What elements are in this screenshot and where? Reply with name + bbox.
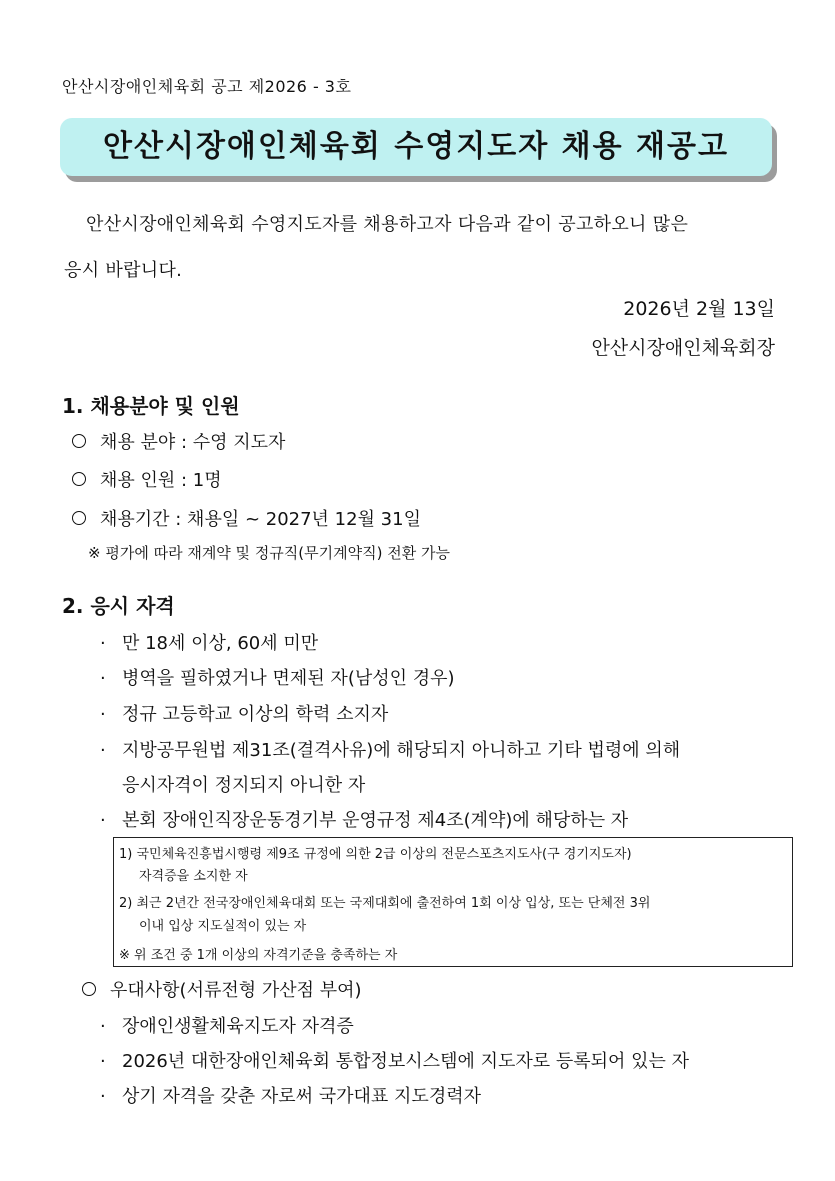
list-item: · 지방공무원법 제31조(결격사유)에 해당되지 아니하고 기타 법령에 의해: [100, 740, 681, 761]
list-item-continuation: 응시자격이 정지되지 아니한 자: [122, 775, 366, 796]
box-line: 이내 입상 지도실적이 있는 자: [139, 919, 307, 934]
box-line: 자격증을 소지한 자: [139, 869, 248, 884]
notice-number: 안산시장애인체육회 공고 제2026 - 3호: [62, 77, 352, 96]
intro-line-1: 안산시장애인체육회 수영지도자를 채용하고자 다음과 같이 공고하오니 많은: [86, 214, 689, 235]
list-item: · 본회 장애인직장운동경기부 운영규정 제4조(계약)에 해당하는 자: [100, 810, 629, 831]
page-title: 안산시장애인체육회 수영지도자 채용 재공고: [103, 129, 729, 164]
box-line: ※ 위 조건 중 1개 이상의 자격기준을 충족하는 자: [119, 948, 398, 963]
box-line: 1) 국민체육진흥법시행령 제9조 규정에 의한 2급 이상의 전문스포츠지도사(구 경기지도자): [119, 847, 632, 862]
dot-bullet-icon: ·: [100, 1086, 106, 1107]
dot-bullet-icon: ·: [100, 668, 106, 689]
dot-bullet-icon: ·: [100, 704, 106, 725]
section-2-heading: 2. 응시 자격: [62, 594, 175, 618]
list-item: · 정규 고등학교 이상의 학력 소지자: [100, 704, 389, 725]
list-item: · 장애인생활체육지도자 자격증: [100, 1016, 354, 1037]
signer: 안산시장애인체육회장: [591, 337, 775, 359]
list-item: 채용 분야 : 수영 지도자: [72, 428, 285, 454]
dot-bullet-icon: ·: [100, 810, 106, 831]
circle-bullet-icon: [82, 982, 96, 996]
dot-bullet-icon: ·: [100, 740, 106, 761]
list-item: 채용 인원 : 1명: [72, 466, 222, 492]
circle-bullet-icon: [72, 434, 86, 448]
circle-bullet-icon: [72, 511, 86, 525]
circle-bullet-icon: [72, 472, 86, 486]
list-item: 채용기간 : 채용일 ~ 2027년 12월 31일: [72, 505, 421, 531]
notice-date: 2026년 2월 13일: [623, 298, 775, 320]
list-item: · 병역을 필하였거나 면제된 자(남성인 경우): [100, 668, 455, 689]
section-1-note: ※ 평가에 따라 재계약 및 정규직(무기계약직) 전환 가능: [88, 544, 450, 562]
intro-line-2: 응시 바랍니다.: [64, 260, 183, 281]
dot-bullet-icon: ·: [100, 1016, 106, 1037]
dot-bullet-icon: ·: [100, 1051, 106, 1072]
list-item: · 2026년 대한장애인체육회 통합정보시스템에 지도자로 등록되어 있는 자: [100, 1051, 689, 1072]
box-line: 2) 최근 2년간 전국장애인체육대회 또는 국제대회에 출전하여 1회 이상 입상, 또는 단체전 3위: [119, 896, 651, 911]
qualification-box: [113, 837, 793, 967]
list-item: · 상기 자격을 갖춘 자로써 국가대표 지도경력자: [100, 1086, 481, 1107]
list-item: · 만 18세 이상, 60세 미만: [100, 633, 319, 654]
preference-heading: 우대사항(서류전형 가산점 부여): [82, 976, 362, 1002]
section-1-heading: 1. 채용분야 및 인원: [62, 394, 240, 418]
dot-bullet-icon: ·: [100, 633, 106, 654]
